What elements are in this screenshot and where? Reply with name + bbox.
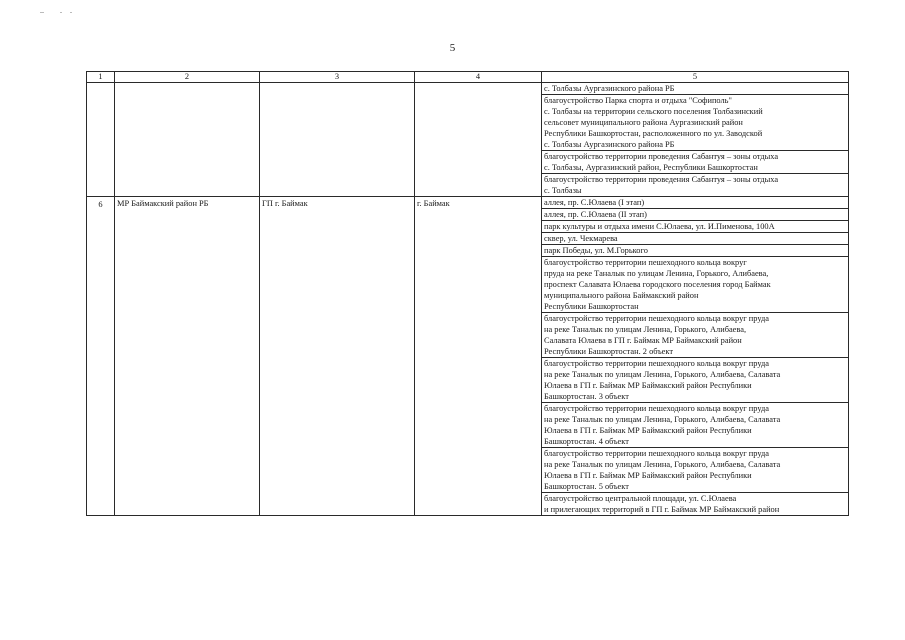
object-line: муниципального района Баймакский район xyxy=(544,291,699,300)
scan-mark xyxy=(60,12,62,13)
object-cell xyxy=(542,493,849,516)
object-line: Республики Башкортостан xyxy=(544,302,639,311)
object-line: парк Победы, ул. М.Горького xyxy=(544,246,648,255)
register-table xyxy=(86,71,849,516)
object-line: благоустройство территории пешеходного кольца вокруг xyxy=(544,258,747,267)
object-line: Республики Башкортостан, расположенного по ул. Заводской xyxy=(544,129,763,138)
object-line: Башкортостан. 5 объект xyxy=(544,482,629,491)
object-cell xyxy=(542,151,849,174)
object-cell xyxy=(542,448,849,493)
object-line: и прилегающих территорий в ГП г. Баймак МР Баймакский район xyxy=(544,505,780,514)
object-line: благоустройство центральной площади, ул. С.Юлаева xyxy=(544,494,737,503)
object-line: благоустройство территории пешеходного кольца вокруг пруда xyxy=(544,449,769,458)
page-number: 5 xyxy=(449,42,456,54)
object-cell xyxy=(542,95,849,151)
object-line: аллея, пр. С.Юлаева (I этап) xyxy=(544,198,645,207)
locality-cell: г. Баймак xyxy=(415,197,542,516)
object-cell xyxy=(542,313,849,358)
object-line: Башкортостан. 4 объект xyxy=(544,437,629,446)
object-cell xyxy=(542,245,849,257)
scan-mark xyxy=(40,12,44,13)
object-line: на реке Таналык по улицам Ленина, Горького, Алибаева, Салавата xyxy=(544,370,781,379)
district-cell: МР Баймакский район РБ xyxy=(115,197,260,516)
table-row xyxy=(87,197,849,209)
object-line: Республики Башкортостан. 2 объект xyxy=(544,347,673,356)
object-cell xyxy=(542,233,849,245)
object-line: сельсовет муниципального района Аургазинский район xyxy=(544,118,743,127)
object-line: Салавата Юлаева в ГП г. Баймак МР Баймакский район xyxy=(544,336,742,345)
object-line: благоустройство Парка спорта и отдыха "Софиполь" xyxy=(544,96,732,105)
district-cell xyxy=(115,83,260,197)
object-line: Юлаева в ГП г. Баймак МР Баймакский район Республики xyxy=(544,426,752,435)
object-line: на реке Таналык по улицам Ленина, Горького, Алибаева, xyxy=(544,325,747,334)
object-line: с. Толбазы, Аургазинский район, Республики Башкортостан xyxy=(544,163,758,172)
object-cell xyxy=(542,221,849,233)
object-line: сквер, ул. Чекмарева xyxy=(544,234,618,243)
object-line: пруда на реке Таналык по улицам Ленина, Горького, Алибаева, xyxy=(544,269,769,278)
locality-cell xyxy=(415,83,542,197)
object-line: Юлаева в ГП г. Баймак МР Баймакский район Республики xyxy=(544,471,752,480)
settlement-cell xyxy=(260,83,415,197)
header-cell: 4 xyxy=(415,72,542,83)
object-cell xyxy=(542,174,849,197)
num-cell xyxy=(87,83,115,197)
header-row xyxy=(87,72,849,83)
object-line: с. Толбазы xyxy=(544,186,582,195)
object-line: Юлаева в ГП г. Баймак МР Баймакский район Республики xyxy=(544,381,752,390)
object-line: на реке Таналык по улицам Ленина, Горького, Алибаева, Салавата xyxy=(544,415,781,424)
row-number: 6 xyxy=(87,197,115,516)
header-cell: 2 xyxy=(115,72,260,83)
object-line: благоустройство территории проведения Сабантуя – зоны отдыха xyxy=(544,175,779,184)
object-cell xyxy=(542,83,849,95)
object-cell xyxy=(542,197,849,209)
header-cell: 1 xyxy=(87,72,115,83)
table-row xyxy=(87,83,849,95)
object-line: благоустройство территории проведения Сабантуя – зоны отдыха xyxy=(544,152,779,161)
object-line: Башкортостан. 3 объект xyxy=(544,392,629,401)
object-line: на реке Таналык по улицам Ленина, Горького, Алибаева, Салавата xyxy=(544,460,781,469)
object-line: благоустройство территории пешеходного кольца вокруг пруда xyxy=(544,314,769,323)
object-cell xyxy=(542,209,849,221)
object-line: парк культуры и отдыха имени С.Юлаева, ул. И.Пименова, 100А xyxy=(544,222,775,231)
object-cell xyxy=(542,358,849,403)
header-cell: 5 xyxy=(542,72,849,83)
object-line: проспект Салавата Юлаева городского поселения город Баймак xyxy=(544,280,771,289)
object-line: аллея, пр. С.Юлаева (II этап) xyxy=(544,210,647,219)
header-cell: 3 xyxy=(260,72,415,83)
scan-mark xyxy=(70,12,72,13)
object-line: благоустройство территории пешеходного кольца вокруг пруда xyxy=(544,404,769,413)
object-line: с. Толбазы Аургазинского района РБ xyxy=(544,140,675,149)
object-cell xyxy=(542,403,849,448)
object-cell xyxy=(542,257,849,313)
object-line: с. Толбазы Аургазинского района РБ xyxy=(544,84,675,93)
settlement-cell: ГП г. Баймак xyxy=(260,197,415,516)
object-line: с. Толбазы на территории сельского поселения Толбазинский xyxy=(544,107,763,116)
object-line: благоустройство территории пешеходного кольца вокруг пруда xyxy=(544,359,769,368)
